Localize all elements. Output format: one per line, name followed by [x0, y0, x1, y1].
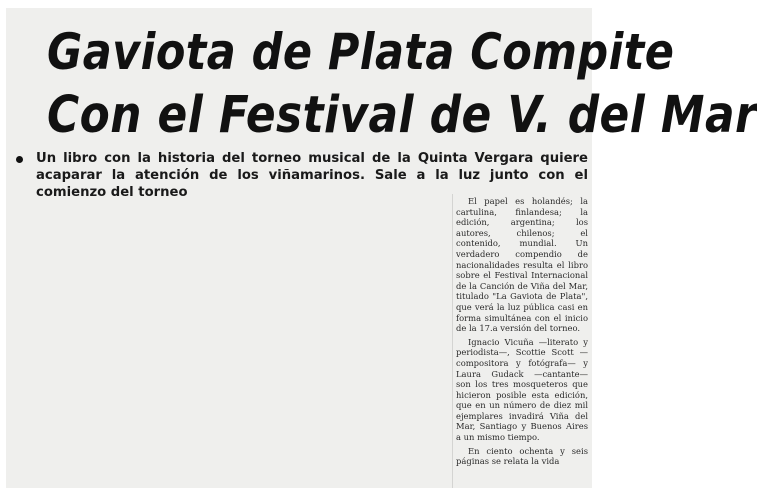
article-paragraph-2: Ignacio Vicuña —literato y periodista—, Scottie Scott —compositora y fotógrafa— y Laura Gudack —cantante— son los tres mosqueteros que hicieron posible esta edición, que en un número de diez mil ejemplares invadirá Viña del Mar, Santiago y Buenos Aires a un mismo tiempo. [456, 336, 588, 443]
article-column [456, 196, 588, 470]
lead-paragraph [16, 150, 588, 201]
column-divider [452, 194, 453, 488]
headline-line-1: Gaviota de Plata Compite [47, 23, 675, 81]
article-paragraph-3: En ciento ochenta y seis páginas se relata la vida [456, 445, 588, 467]
newspaper-clipping [6, 8, 757, 488]
lead-text: Un libro con la historia del torneo musical de la Quinta Vergara quiere acaparar la atención de los viñamarinos. Sale a la luz junto con el comienzo del torneo [36, 151, 588, 200]
bullet-icon [16, 156, 23, 163]
headline-line-2: Con el Festival de V. del Mar [47, 86, 757, 145]
article-paragraph-1: El papel es holandés; la cartulina, finlandesa; la edición, argentina; los autores, chilenos; el contenido, mundial. Un verdadero compendio de nacionalidades resulta el libro sobre el Festival Internacional de la Canción de Viña del Mar, titulado "La Gaviota de Plata", que verá la luz pública casi en forma simultánea con el inicio de la 17.a versión del torneo. [456, 196, 588, 334]
